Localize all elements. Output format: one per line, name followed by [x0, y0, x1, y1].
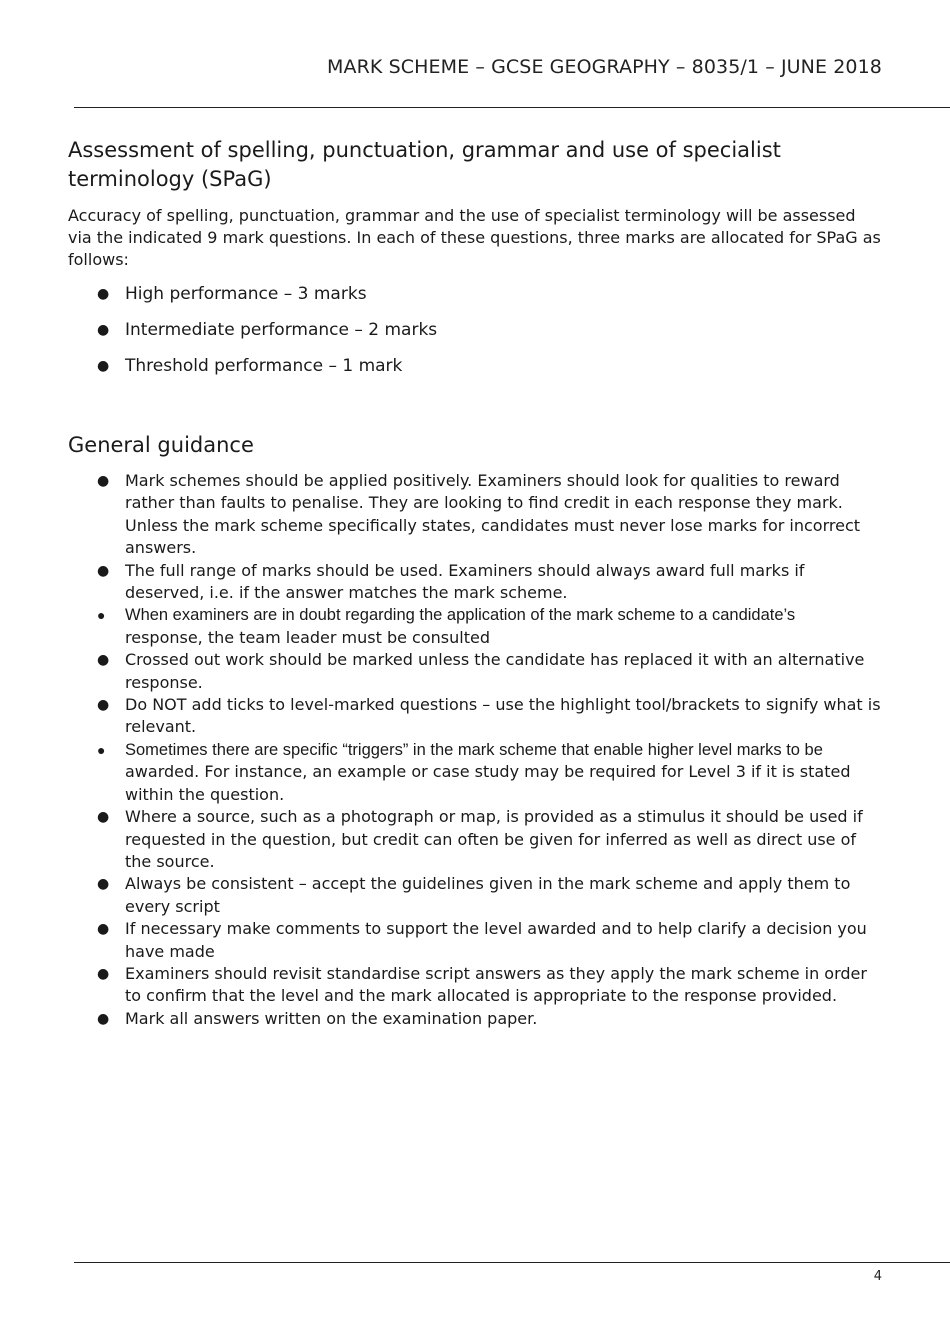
list-item: ● Threshold performance – 1 mark	[97, 356, 403, 376]
bullet-icon: ●	[97, 322, 110, 338]
list-item: ● Mark all answers written on the examination paper.	[68, 1008, 883, 1030]
page-number: 4	[873, 1269, 882, 1284]
bullet-icon: ●	[97, 358, 110, 374]
list-item: ● Crossed out work should be marked unless the candidate has replaced it with an alternative response.	[97, 650, 865, 692]
list-item: ● Do NOT add ticks to level-marked questions – use the highlight tool/brackets to signify what is relevant.	[97, 695, 881, 737]
bullet-icon: ●	[97, 473, 110, 489]
bullet-icon: ●	[97, 1010, 110, 1027]
spag-levels-list	[68, 283, 883, 377]
list-item: ● Sometimes there are specific “triggers” in the mark scheme that enable higher level marks to be awarded. For instance, an example or case study may be required for Level 3 if it is stated within the question.	[97, 740, 851, 804]
guidance-list	[68, 470, 883, 1030]
bullet-icon: ●	[97, 741, 106, 758]
bullet-icon: ●	[97, 286, 110, 302]
bullet-icon: ●	[97, 652, 110, 669]
list-item: ● High performance – 3 marks	[97, 284, 367, 304]
list-item: ● If necessary make comments to support the level awarded and to help clarify a decision you have made	[97, 919, 867, 961]
list-item: ● The full range of marks should be used. Examiners should always award full marks if deserved, i.e. if the answer matches the mark scheme.	[97, 560, 805, 603]
spag-heading: Assessment of spelling, punctuation, grammar and use of specialist terminology (SPaG)	[68, 138, 781, 191]
spag-intro: Accuracy of spelling, punctuation, grammar and the use of specialist terminology will be assessed via the indicated 9 mark questions. In each of these questions, three marks are allocated for SPaG as follows:	[68, 206, 881, 269]
page-content	[68, 136, 883, 1030]
bullet-icon: ●	[97, 876, 110, 893]
list-item: ● Mark schemes should be applied positively. Examiners should look for qualities to reward rather than faults to penalise. They are looking to find credit in each response they mark. Unless the mark scheme specifically states, candidates must never lose marks for incorrect answers.	[97, 471, 861, 558]
bullet-icon: ●	[97, 809, 110, 826]
footer-divider	[74, 1262, 950, 1263]
list-item: ● Where a source, such as a photograph or map, is provided as a stimulus it should be used if requested in the question, but credit can often be given for inferred as well as direct use of the source.	[97, 807, 863, 871]
bullet-icon: ●	[97, 921, 110, 938]
header-divider	[74, 107, 950, 108]
list-item: ● Intermediate performance – 2 marks	[97, 320, 438, 340]
general-guidance-heading: General guidance	[68, 433, 254, 457]
bullet-icon: ●	[97, 697, 110, 714]
bullet-icon: ●	[97, 607, 106, 624]
bullet-icon: ●	[97, 562, 110, 579]
list-item: ● When examiners are in doubt regarding the application of the mark scheme to a candidate’s response, the team leader must be consulted	[97, 606, 796, 647]
list-item: ● Examiners should revisit standardise script answers as they apply the mark scheme in order to confirm that the level and the mark allocated is appropriate to the response provided.	[97, 963, 867, 1006]
list-item: ● Always be consistent – accept the guidelines given in the mark scheme and apply them to every script	[97, 874, 851, 916]
page-header-title: MARK SCHEME – GCSE GEOGRAPHY – 8035/1 – JUNE 2018	[327, 56, 882, 78]
bullet-icon: ●	[97, 965, 110, 982]
